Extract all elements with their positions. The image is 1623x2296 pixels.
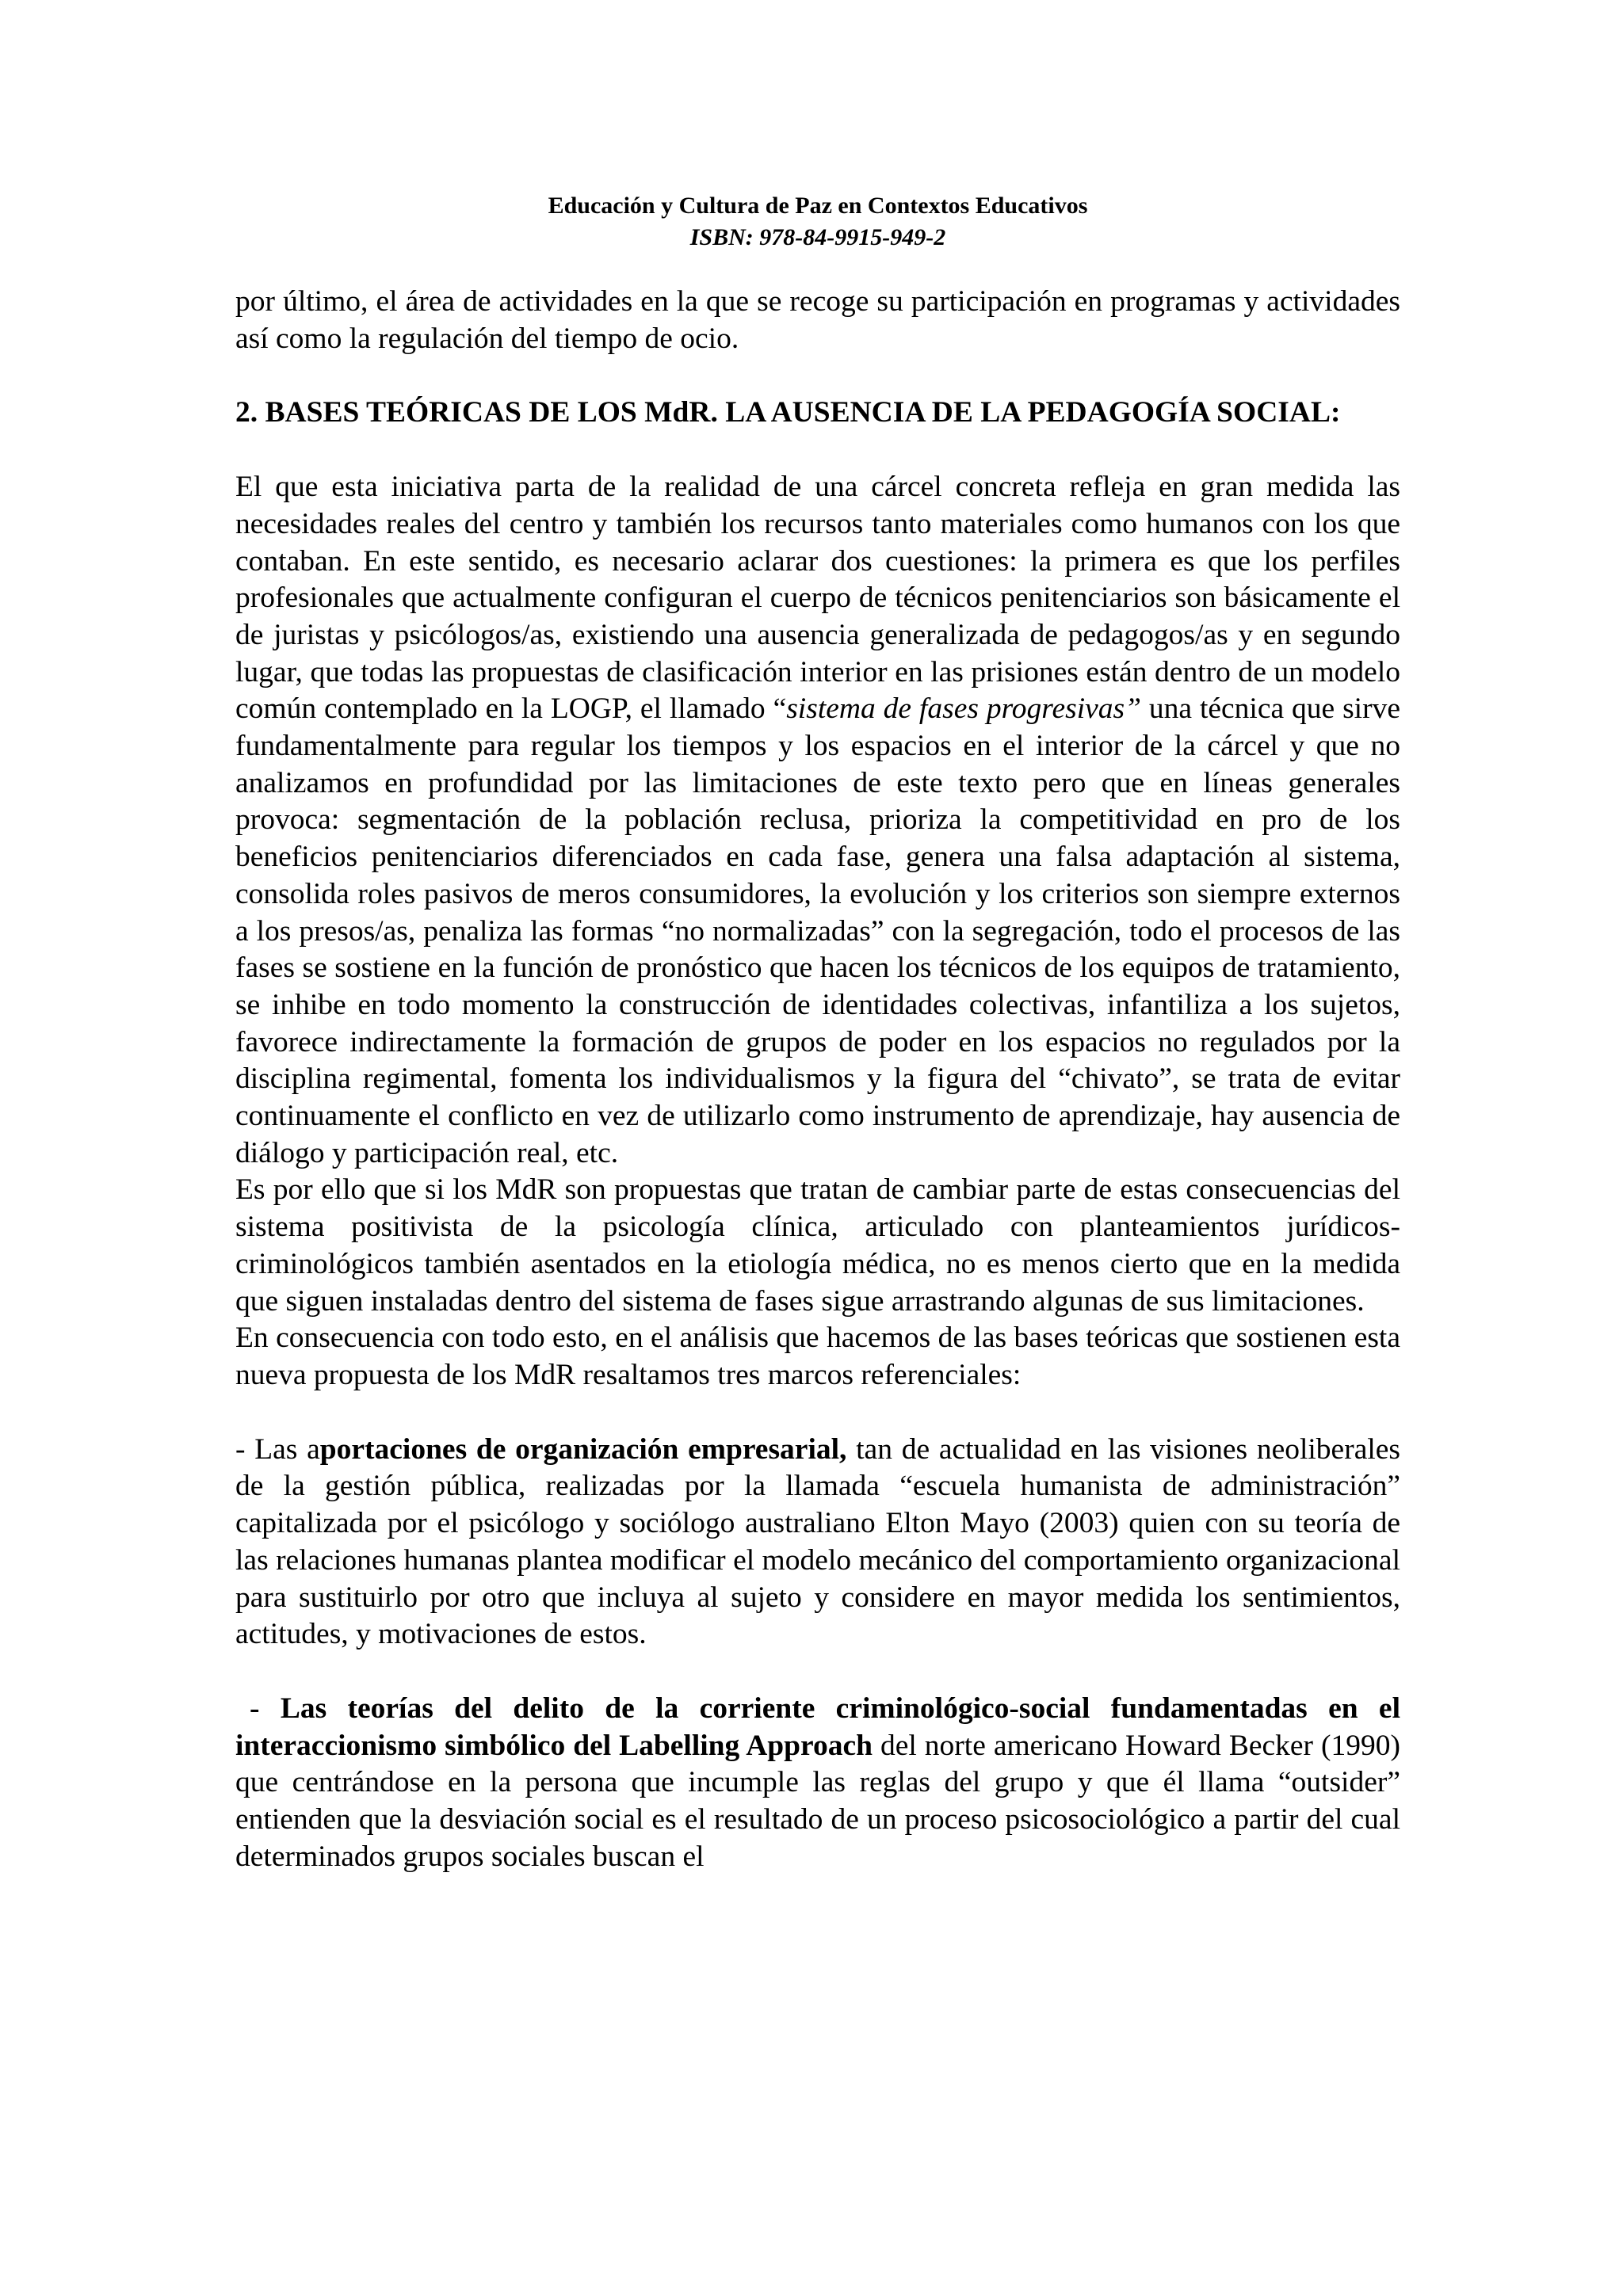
paragraph-business-organization: [235, 1432, 1400, 1653]
paragraph-text: una técnica que sirve fundamentalmente para regular los tiempos y los espacios en el interior de la cárcel y que no analizamos en profundidad por las limitaciones de este texto pero que en líneas generales provoca: segmentación de la población reclusa, prioriza la competitividad en pro de los beneficios penitenciarios diferenciados en cada fase, genera una falsa adaptación al sistema, consolida roles pasivos de meros consumidores, la evolución y los criterios son siempre externos a los presos/as, penaliza las formas “no normalizadas” con la segregación, todo el procesos de las fases se sostiene en la función de pronóstico que hacen los técnicos de los equipos de tratamiento, se inhibe en todo momento la construcción de identidades colectivas, infantiliza a los sujetos, favorece indirectamente la formación de grupos de poder en los espacios no regulados por la disciplina regimental, fomenta los individualismos y la figura del “chivato”, se trata de evitar continuamente el conflicto en vez de utilizarlo como instrumento de aprendizaje, hay ausencia de diálogo y participación real, etc.: [235, 692, 1400, 1169]
paragraph-text: - Las a: [235, 1432, 320, 1466]
paragraph-prison-context: [235, 469, 1400, 1172]
paragraph-mdr-proposals: Es por ello que si los MdR son propuestas que tratan de cambiar parte de estas consecuencias del sistema positivista de la psicología clínica, articulado con planteamientos jurídicos-criminológicos también asentados en la etiología médica, no es menos cierto que en la medida que siguen instaladas dentro del sistema de fases sigue arrastrando algunas de sus limitaciones.: [235, 1173, 1400, 1318]
paragraph-text: del norte americano Howard Becker (1990) que centrándose en la persona que incumple las reglas del grupo y que él llama “outsider” entienden que la desviación social es el resultado de un proceso psicosociológico a partir del cual determinados grupos sociales buscan el: [235, 1729, 1400, 1873]
header-isbn: ISBN: 978-84-9915-949-2: [689, 224, 946, 250]
paragraph-text: El que esta iniciativa parta de la realidad de una cárcel concreta refleja en gran medida las necesidades reales del centro y también los recursos tanto materiales como humanos con los que contaban. En este sentido, es necesario aclarar dos cuestiones: la primera es que los perfiles profesionales que actualmente configuran el cuerpo de técnicos penitenciarios son básicamente el de juristas y psicólogos/as, existiendo una ausencia generalizada de pedagogos/as y en segundo lugar, que todas las propuestas de clasificación interior en las prisiones están dentro de un modelo común contemplado en la LOGP, el llamado “: [235, 471, 1400, 726]
bold-term: - Las teorías del delito de la corriente criminológico-social fundamentadas en el interaccionismo simbólico del Labelling Approach: [235, 1691, 1400, 1762]
paragraph-activities: por último, el área de actividades en la que se recoge su participación en programas y actividades así como la regulación del tiempo de ocio.: [235, 285, 1400, 355]
paragraph-labelling-approach: [235, 1691, 1400, 1876]
running-header: [235, 190, 1400, 254]
italic-term: sistema de fases progresivas”: [786, 692, 1141, 726]
paragraph-text: tan de actualidad en las visiones neoliberales de la gestión pública, realizadas por la llamada “escuela humanista de administración” capitalizada por el psicólogo y sociólogo australiano Elton Mayo (2003) quien con su teoría de las relaciones humanas plantea modificar el modelo mecánico del comportamiento organizacional para sustituirlo por otro que incluya al sujeto y considere en mayor medida los sentimientos, actitudes, y motivaciones de estos.: [235, 1432, 1400, 1651]
section-heading: 2. BASES TEÓRICAS DE LOS MdR. LA AUSENCIA DE LA PEDAGOGÍA SOCIAL:: [235, 396, 1341, 429]
header-title: Educación y Cultura de Paz en Contextos Educativos: [548, 193, 1088, 219]
paragraph-frameworks-intro: En consecuencia con todo esto, en el análisis que hacemos de las bases teóricas que sostienen esta nueva propuesta de los MdR resaltamos tres marcos referenciales:: [235, 1322, 1400, 1391]
document-page: [235, 190, 1400, 1875]
bold-term: portaciones de organización empresarial,: [319, 1432, 847, 1466]
